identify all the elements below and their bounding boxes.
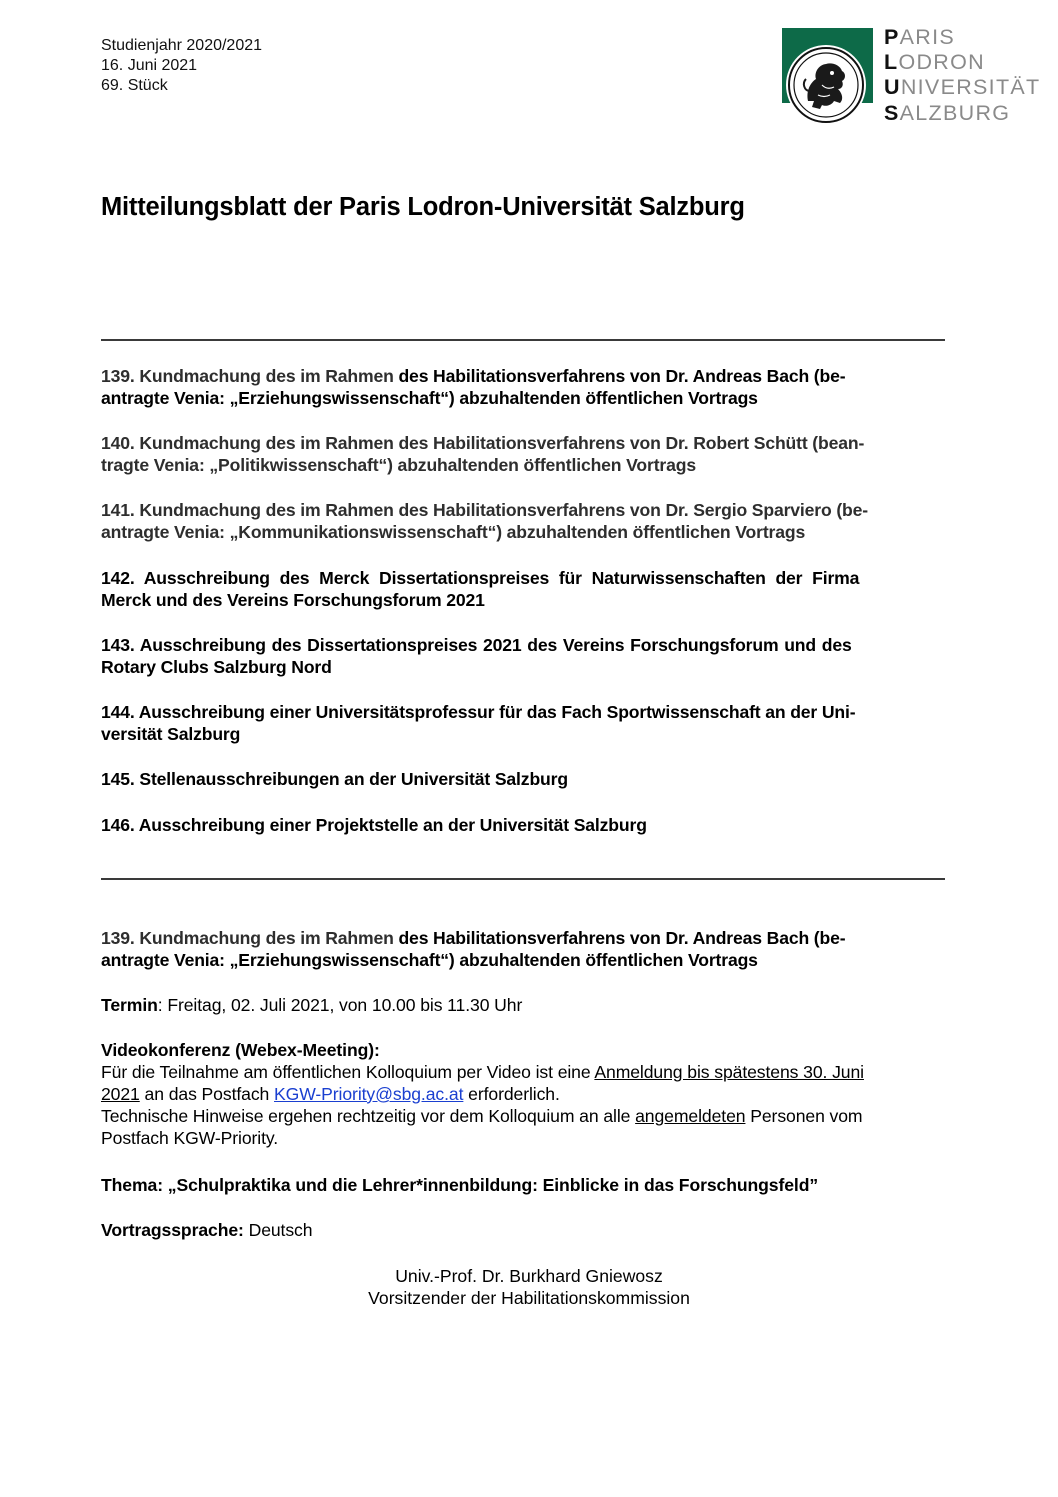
issue-date: 16. Juni 2021	[101, 57, 198, 74]
issue-number: 69. Stück	[101, 77, 168, 94]
toc-item-140: 140. Kundmachung des im Rahmen des Habilitationsverfahrens von Dr. Robert Schütt (bean- tragte Venia: „Politikwissenschaft“) abzuhaltenden öffentlichen Vortrags	[101, 433, 865, 475]
toc-item-139: 139. Kundmachung des im Rahmen des Habilitationsverfahrens von Dr. Andreas Bach (be- antragte Venia: „Erziehungswissenschaft“) abzuhaltenden öffentlichen Vortrags	[101, 366, 846, 408]
toc-item-144: 144. Ausschreibung einer Universitätsprofessur für das Fach Sportwissenschaft an der Uni- versität Salzburg	[101, 702, 856, 744]
signature-block	[144, 1265, 914, 1309]
toc-item-141: 141. Kundmachung des im Rahmen des Habilitationsverfahrens von Dr. Sergio Sparviero (be- antragte Venia: „Kommunikationswissenschaft“) abzuhaltenden öffentlichen Vortrags	[101, 500, 868, 542]
termin-label: Termin	[101, 995, 158, 1015]
sprache-line: Vortragssprache: Deutsch	[101, 1220, 313, 1240]
academic-year: Studienjahr 2020/2021	[101, 37, 263, 54]
thema-line: Thema: „Schulpraktika und die Lehrer*innenbildung: Einblicke in das Forschungsfeld”	[101, 1175, 819, 1195]
termin-value: : Freitag, 02. Juli 2021, von 10.00 bis 11.30 Uhr	[157, 995, 523, 1015]
logo-line-salzburg: SALZBURG	[884, 101, 1011, 125]
logo-line-paris: PARIS	[884, 25, 956, 49]
termin-line	[101, 994, 958, 1016]
page-title: Mitteilungsblatt der Paris Lodron-Universität Salzburg	[101, 193, 745, 221]
lion-seal-icon	[786, 45, 866, 125]
logo-line-lodron: LODRON	[884, 50, 985, 74]
toc-item-146: 146. Ausschreibung einer Projektstelle an der Universität Salzburg	[101, 815, 647, 835]
toc-item-143: 143. Ausschreibung des Dissertationspreises 2021 des Vereins Forschungsforum und des Rotary Clubs Salzburg Nord	[101, 635, 852, 677]
signature-role: Vorsitzender der Habilitationskommission	[368, 1288, 690, 1308]
toc-item-142: 142. Ausschreibung des Merck Dissertationspreises für Naturwissenschaften der Firma Merck und des Vereins Forschungsforum 2021	[101, 568, 860, 610]
section-heading-139: 139. Kundmachung des im Rahmen des Habilitationsverfahrens von Dr. Andreas Bach (be- antragte Venia: „Erziehungswissenschaft“) abzuhaltenden öffentlichen Vortrags	[101, 928, 846, 970]
logo-line-universitaet: UNIVERSITÄT	[884, 75, 1041, 99]
divider-top	[101, 339, 945, 341]
videokonferenz-label: Videokonferenz (Webex-Meeting):	[101, 1040, 380, 1060]
videokonferenz-block: Videokonferenz (Webex-Meeting): Für die Teilnahme am öffentlichen Kolloquium per Video ist eine Anmeldung bis spätestens 30. Juni 2021 an das Postfach KGW-Priority@sbg.ac.at erforderlich. Technische Hinweise ergehen rechtzeitig vor dem Kolloquium an alle angemeldeten Personen vom Postfach KGW-Priority.	[101, 1039, 958, 1149]
divider-bottom	[101, 878, 945, 880]
registration-deadline: Anmeldung bis spätestens 30. Juni	[594, 1062, 864, 1082]
signature-name: Univ.-Prof. Dr. Burkhard Gniewosz	[395, 1266, 663, 1286]
email-link[interactable]: KGW-Priority@sbg.ac.at	[274, 1084, 464, 1104]
toc-item-145: 145. Stellenausschreibungen an der Universität Salzburg	[101, 769, 568, 789]
